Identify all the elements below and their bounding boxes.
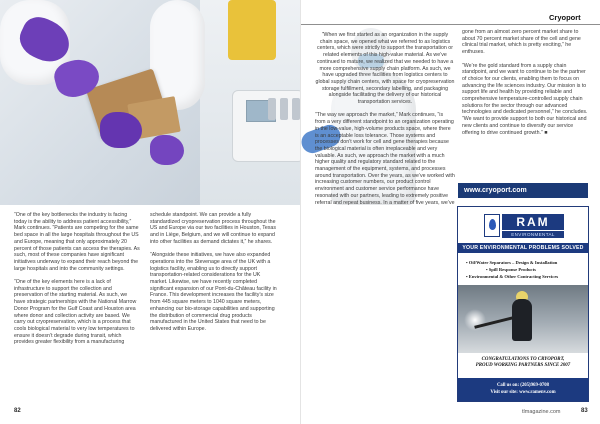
water-drop-icon [484,214,500,237]
paragraph: gone from an almost zero percent market share to about 70 percent market share of the cell and gene clinical trial market, which is pretty exciting,” he enthuses. [462,29,581,56]
ad-photo [458,285,588,353]
list-item: • Environmental & Other Contracting Services [466,274,559,279]
ad-congrats [458,357,588,369]
paragraph: “The way we approach the market,” Mark continues, “is from a very different standpoint to an organization operating in the low-value, high-volume products space, where there is an acceptable loss tolerance. Those systems and processes don’t work for cell and gene therapies because the biological material is often irreplaceable and very valuable. As such, we approach the market with a much higher quality and regulatory standard related to the management of the equipment, systems, and processes around transportation. Over the years, as we’ve worked with increasing customer numbers, our product control environment and customer service performance have resonated with our partners, leading to extremely positive referral and repeat business. In a matter of five years, we’ve [315,112,455,206]
right-column-1 [315,32,455,213]
ad-website[interactable]: Visit our site: www.ramenv.com [490,390,556,395]
photo-vial [268,98,276,120]
page-number-right: 83 [581,408,588,414]
photo-vial [292,98,300,120]
photo-purple-glove [100,112,142,148]
section-title: Cryoport [549,13,581,22]
footer-site: tlmagazine.com [522,409,561,415]
photo-worker [512,299,532,341]
page-number-left: 82 [14,408,21,414]
ad-contact [458,378,588,401]
left-column-1 [14,212,140,353]
paragraph: “When we first started as an organization in the supply chain space, we opened what we referred to as logistics centers, which were strictly to support the transportation or related elements of this high-value material. As we’ve continued to mature, we realized that we needed to have a more comprehensive supply chain platform. As such, we have upgraded three facilities from logistics centers to global supply chain centers, with space for cryopreservation storage fulfillment, secondary labelling, and packaging alongside facilitating the delivery of our historical transportation services. [315,32,455,106]
lab-photo [0,0,300,205]
paragraph: “One of the key elements here is a lack of infrastructure to support the collection and preservation of the starting material. As such, we have strategic partnerships with the National Marrow Donor Program for the Gulf Coast and Houston area where donor and collection activity are based. We carry out cryopreservation, which is a process that cools biological material to very low temperatures to ensure it doesn’t degrade during transit, which provides greater flexibility from a manufacturing [14,279,137,346]
paragraph: “We’re the gold standard from a supply chain standpoint, and we want to continue to be the partner of choice for our clients, enabling them to focus on advancing the life sciences industry. Our mission is to support life and health by providing reliable and comprehensive temperature-controlled supply chain solutions for the sector through our advanced technologies and dedicated personnel,” he concludes. “We want to provide support to both our historical and new clients and continue to diversify our service offering to drive continued growth.” ■ [462,62,588,136]
ad-headline: YOUR ENVIRONMENTAL PROBLEMS SOLVED [458,243,588,253]
ad-congrats-line: CONGRATULATIONS TO CRYOPORT, [481,357,565,362]
right-page [300,0,600,424]
paragraph: “One of the key bottlenecks the industry is facing today is the ability to address patient accessibility,” Mark continues. “Patients are competing for the same bed space in all the large hospitals throughout the US and Europe, meaning that only approximately 20 percent of those patients can access the therapies. As such, most of these companies have significant initiatives underway to expand their reach beyond the large hospitals and into the community settings. [14,212,140,272]
text-wrap-shape [315,32,465,332]
ram-logo-text: RAM [502,214,564,230]
ram-advertisement[interactable] [457,206,589,402]
ram-logo [484,214,564,238]
paragraph: “Alongside these initiatives, we have also expanded operations into the Stevenage area of the UK with a logistics facility, enabling us to directly support transportation-related considerations for the UK market. Likewise, we have recently completed significant expansion of our Pont-du-Château facility in France. This development increases the facility’s size from 445 square meters to 1040 square meters, enhancing our bio-storage capabilities and supporting the distribution of commercial drug products manufactured in the United States that need to be delivered within Europe. [150,252,277,332]
paragraph: schedule standpoint. We can provide a fully standardized cryopreservation process throughout the US and Europe via our two facilities in Houston, Texas and in Liège, Belgium, and we will continue to expand into other facilities as demand dictates it,” he shares. [150,212,276,245]
ad-congrats-line: PROUD WORKING PARTNERS SINCE 2007 [475,363,571,369]
website-link[interactable]: www.cryoport.com [458,183,588,198]
list-item: • Spill Response Products [486,267,536,272]
photo-purple-glove [150,135,184,165]
ad-services-list [466,259,584,280]
right-column-2 [462,29,589,143]
photo-vial [280,98,288,120]
list-item: • Oil/Water Separators – Design & Installation [466,260,558,265]
left-column-2 [150,212,278,339]
photo-yellow-bin [228,0,276,60]
ram-logo-subtext: ENVIRONMENTAL [502,230,564,238]
ad-phone[interactable]: Call us on: (205)969-0708 [496,383,550,388]
